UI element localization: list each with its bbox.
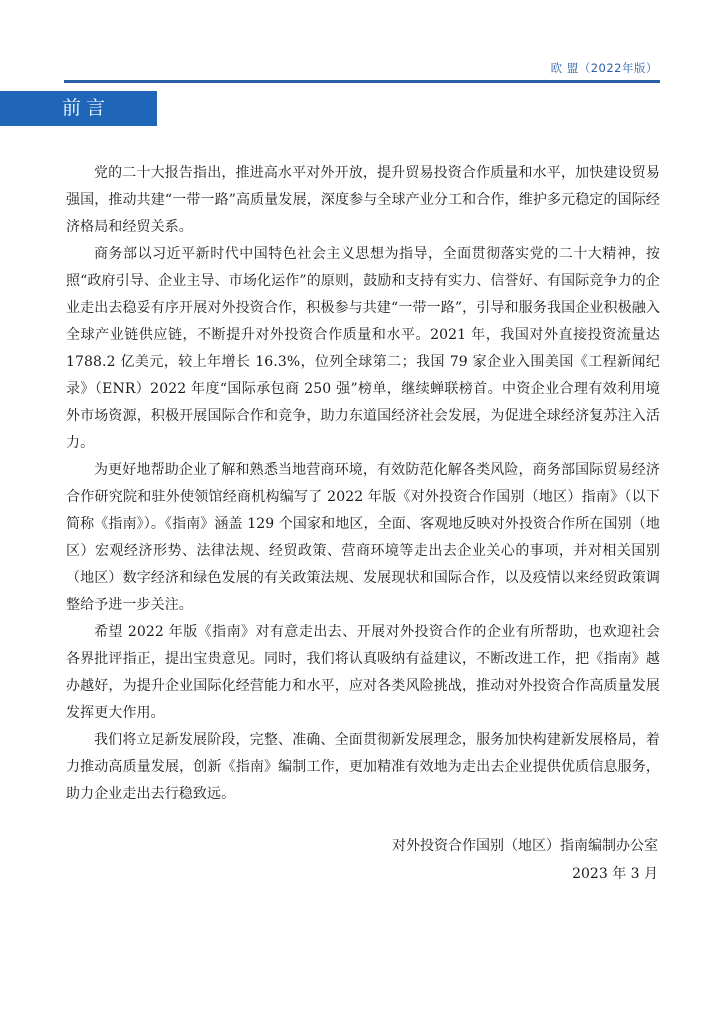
running-header: 欧 盟（2022年版） <box>550 61 658 75</box>
paragraph: 党的二十大报告指出，推进高水平对外开放，提升贸易投资合作质量和水平，加快建设贸易强国，推动共建“一带一路”高质量发展，深度参与全球产业分工和合作，维护多元稳定的国际经济格局和经贸关系。 <box>66 165 660 235</box>
paragraph: 商务部以习近平新时代中国特色社会主义思想为指导，全面贯彻落实党的二十大精神，按照“政府引导、企业主导、市场化运作”的原则，鼓励和支持有实力、信誉好、有国际竞争力的企业走出去稳妥有序开展对外投资合作，积极参与共建“一带一路”，引导和服务我国企业积极融入全球产业链供应链，不断提升对外投资合作质量和水平。2021 年，我国对外直接投资流量达 1788.2 亿美元，较上年增长 16.3%，位列全球第二；我国 79 家企业入围美国《工程新闻纪录》（ENR）2022 年度“国际承包商 250 强”榜单，继续蝉联榜首。中资企业合理有效利用境外市场资源，积极开展国际合作和竞争，助力东道国经济社会发展，为促进全球经济复苏注入活力。 <box>66 246 660 451</box>
signature-block <box>392 832 658 888</box>
paragraph: 为更好地帮助企业了解和熟悉当地营商环境，有效防范化解各类风险，商务部国际贸易经济合作研究院和驻外使领馆经商机构编写了 2022 年版《对外投资合作国别（地区）指南》（以下简称《指南》）。《指南》涵盖 129 个国家和地区，全面、客观地反映对外投资合作所在国别（地区）宏观经济形势、法律法规、经贸政策、营商环境等走出去企业关心的事项，并对相关国别（地区）数字经济和绿色发展的有关政策法规、发展现状和国际合作，以及疫情以来经贸政策调整给予进一步关注。 <box>66 462 660 613</box>
signature-organization: 对外投资合作国别（地区）指南编制办公室 <box>392 838 658 854</box>
paragraph: 希望 2022 年版《指南》对有意走出去、开展对外投资合作的企业有所帮助，也欢迎社会各界批评指正，提出宝贵意见。同时，我们将认真吸纳有益建议，不断改进工作，把《指南》越办越好，为提升企业国际化经营能力和水平，应对各类风险挑战，推动对外投资合作高质量发展发挥更大作用。 <box>66 624 660 721</box>
header-divider <box>64 80 660 83</box>
paragraph: 我们将立足新发展阶段，完整、准确、全面贯彻新发展理念，服务加快构建新发展格局，着力推动高质量发展，创新《指南》编制工作，更加精准有效地为走出去企业提供优质信息服务，助力企业走出去行稳致远。 <box>66 732 660 802</box>
section-title: 前言 <box>0 91 157 126</box>
signature-date: 2023 年 3 月 <box>572 866 658 882</box>
preface-body <box>66 160 660 808</box>
